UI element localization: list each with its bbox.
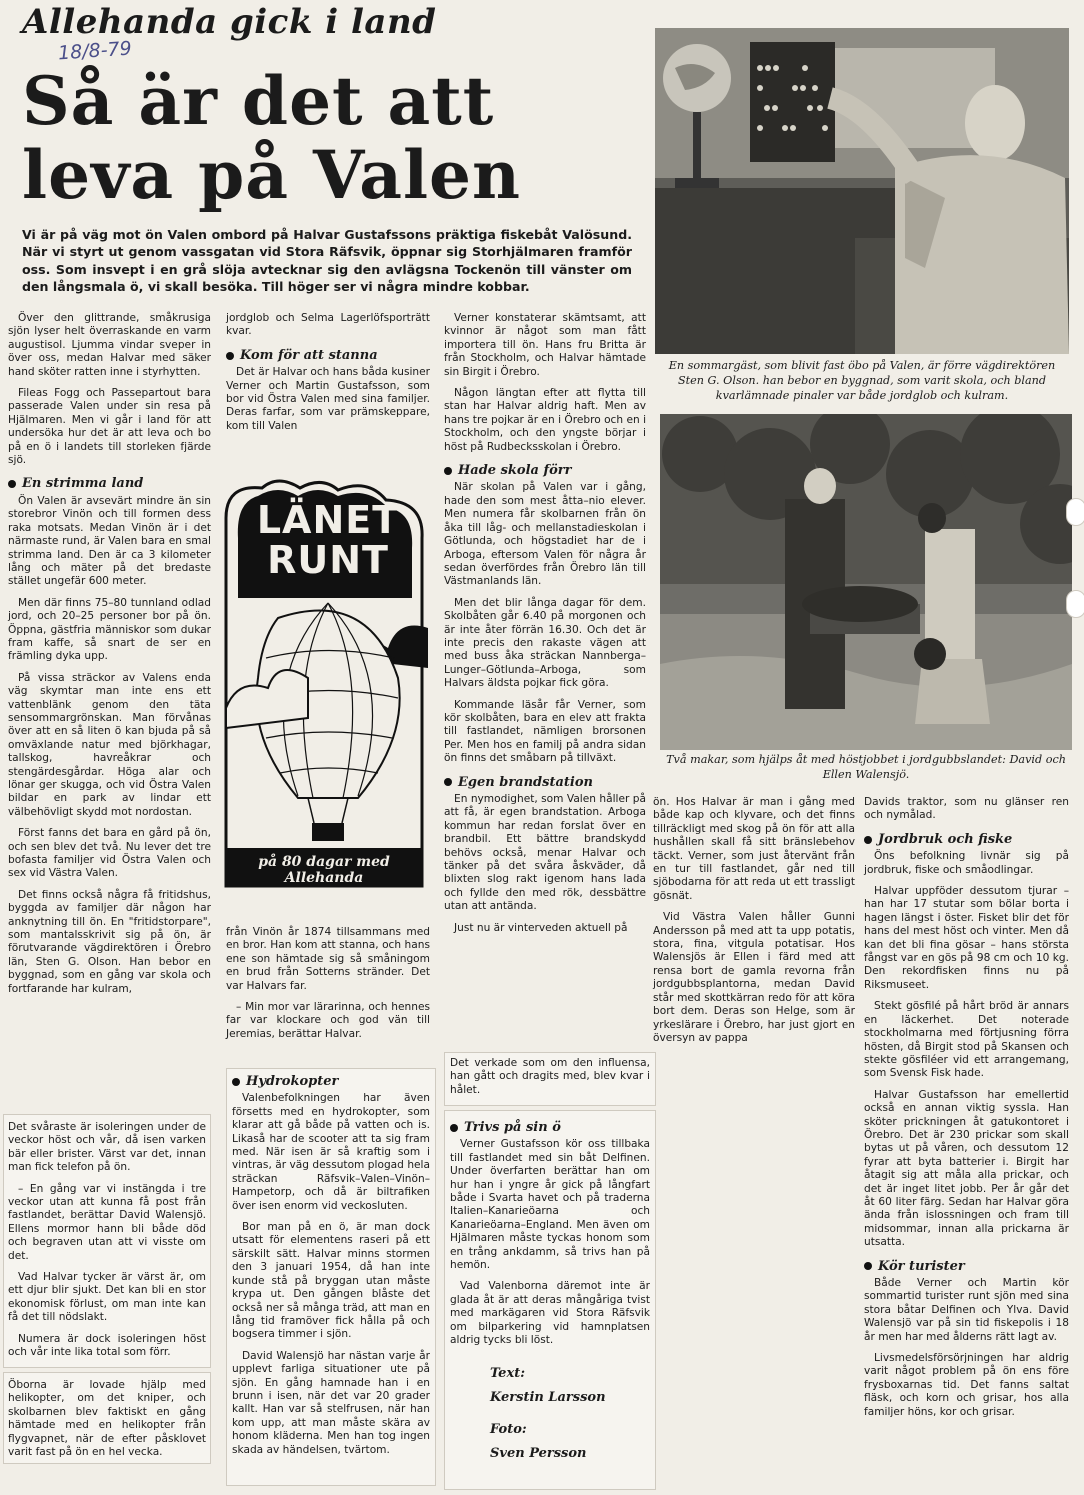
col2-paragraph: från Vinön år 1874 tillsammans med en bror. Han kom att stanna, och hans ene son hämtade sig så småningom en brud från Sotterns stränder. Det var Halvars far. <box>226 926 430 992</box>
subheading-text: Kör turister <box>878 1258 965 1274</box>
col5-paragraph: Öns befolkning livnär sig på jordbruk, fiske och småodlingar. <box>864 850 1069 876</box>
lanet-runt-logo <box>218 478 430 902</box>
subheading-text: En strimma land <box>22 476 144 492</box>
subheading-text: Hade skola förr <box>458 463 572 479</box>
col3-paragraph: Kommande läsår får Verner, som kör skolbåten, bara en elev att frakta till fastlandet, nämligen brorsonen Per. Men hos en familj på andra sidan ön finns det småbarn på tillväxt. <box>444 698 646 765</box>
subheading-egen-brandstation <box>444 776 646 789</box>
bullet-dot-icon <box>864 836 872 844</box>
clip3-paragraph: Valenbefolkningen har även försetts med en hydrokopter, som klarar att gå både på vatten och is. Likaså har de scooter att ta sig fram med. När isen är så kraftig som i vintras, är väg dessutom plogad hela sträckan Räfsvik–Valen–Vinön–Hampetorp, och då är biltrafiken över isen enorm vid veckosluten. <box>232 1092 430 1212</box>
bullet-dot-icon <box>226 352 234 360</box>
clip5-paragraph: Verner Gustafsson kör oss tillbaka till fastlandet med sin båt Delfinen. Under överfarten berättar han om hur han i yngre år gick på långfart både i Svarta havet och på traderna Italien–Kanarieöarna och Kanarieöarna–England. Men även om Hjälmaren måste tyckas honom som en trång ankdamm, så trivs han på hemön. <box>450 1138 650 1272</box>
col3-paragraph: Verner konstaterar skämtsamt, att kvinnor är något som man fått importera till ön. Hans fru Britta är från Stockholm, och Halvar hämtade sin Birgit i Örebro. <box>444 312 646 378</box>
photo-man-with-abacus <box>655 28 1069 354</box>
subheading-text: Kom för att stanna <box>240 347 378 363</box>
handwritten-date: 18/8-79 <box>57 37 133 65</box>
subheading-kor-turister <box>864 1260 1069 1273</box>
pasted-clipping-hydrokopter <box>226 1068 436 1486</box>
article-column-2-bottom <box>226 926 430 1049</box>
headline-line-1: Så är det att <box>22 62 495 140</box>
col1-paragraph: Först fanns det bara en gård på ön, och sen blev det två. Nu lever det tre bofasta familjer vid Östra Valen och sex vid Västra Valen. <box>8 827 211 880</box>
subheading-text: Egen brandstation <box>458 774 593 790</box>
clip3-paragraph: David Walensjö har nästan varje år upplevt farliga situationer ute på sjön. En gång hamnade han i en brunn i isen, när det var 20 grader kallt. Han var så stelfrusen, när han kom upp, att man måste skära av honom kläderna. Men han tog ingen skada av händelsen, tvärtom. <box>232 1349 430 1456</box>
subheading-text: Hydrokopter <box>246 1074 339 1089</box>
col4-paragraph: ön. Hos Halvar är man i gång med både kap och klyvare, och det finns tillräckligt med skog på ön för att alla hushållen skall få sitt bränslebehov täckt. Verner, som just återvänt från en tur till fastlandet, går ned till sjöbodarna för att reda ut ett trassligt gösnät. <box>653 796 855 902</box>
clip1-paragraph: Det svåraste är isoleringen under de veckor höst och vår, då isen varken bär eller brister. Värst var det, innan man fick telefon på ön. <box>8 1121 206 1174</box>
clip1-paragraph: Numera är dock isoleringen höst och vår inte lika total som förr. <box>8 1332 206 1359</box>
text-credit-author: Kerstin Larsson <box>490 1389 606 1405</box>
col5-paragraph: Både Verner och Martin kör sommartid turister runt sjön med sina stora båtar Delfinen och Ylva. David Walensjö var på sin tid fiskepolis i 18 år men har med ålderns rätt lagt av. <box>864 1277 1069 1343</box>
logo-title <box>248 500 408 580</box>
col1-paragraph: Fileas Fogg och Passepartout bara passerade Valen under sin resa på Hjälmaren. Men vi går i land för att undersöka hur det är att leva och bo på en ö i landets till storleken fjärde sjö. <box>8 387 211 467</box>
subheading-trivs-pa-sin-o <box>450 1121 650 1134</box>
bullet-dot-icon <box>232 1078 240 1086</box>
binder-hole-bottom <box>1066 590 1084 618</box>
col1-paragraph: Det finns också några få fritidshus, byggda av familjer där någon har anknytning till ön. En "fritidstorpare", som mantalsskrivit sig på ön, är förutvarande vägdirektören i Örebro län, Sten G. Olson. Han bebor en byggnad, som en gång var skola och fortfarande har kulram, <box>8 888 211 995</box>
col3-paragraph: Men det blir långa dagar för dem. Skolbåten går 6.40 på morgonen och är inte åter förrän 16.30. Och det är inte precis den rakaste vägen att med buss åka sträckan Nannberga–Lunger–Götlunda–Arboga, som Halvars äldsta pojkar fick göra. <box>444 596 646 690</box>
bullet-dot-icon <box>8 480 16 488</box>
col5-paragraph: Stekt gösfilé på hårt bröd är annars en läckerhet. Det noterade stockholmarna med förtjusning förra hösten, då Birgit stod på Skansen och stekte gösfiléer vid ett arrangemang, som Svensk Fisk hade. <box>864 1000 1069 1080</box>
photo-man-with-abacus-illustration <box>655 28 1069 354</box>
article-column-2-top <box>226 312 430 441</box>
bullet-dot-icon <box>864 1262 872 1270</box>
binder-hole-top <box>1066 498 1084 526</box>
article-column-1 <box>8 312 211 1004</box>
pasted-clipping-isolation <box>3 1114 211 1368</box>
col4-paragraph: Vid Västra Valen håller Gunni Andersson på med att ta upp potatis, stora, fina, vitgula potatisar. Hos Walensjös är Ellen i färd med att rensa bort de gamla revorna från jordgubbsplantorna, medan David står med skottkärran redo för att köra bort dem. Deras son Helge, som är yrkeslärare i Örebro, har just gjort en översyn av pappa <box>653 911 855 1044</box>
byline <box>490 1362 650 1466</box>
subheading-en-strimma-land <box>8 477 211 490</box>
text-credit-label: Text: <box>490 1365 526 1381</box>
top-photo-caption: En sommargäst, som blivit fast öbo på Valen, är förre vägdirektören Sten G. Olson. han bebor en byggnad, som varit skola, och bland kvarlämnade pinaler var både jordglob och kulram. <box>668 359 1056 402</box>
col3-paragraph: En nymodighet, som Valen håller på att få, är egen brandstation. Arboga kommun har redan forslat över en brandbil. Ett bättre brandskydd behövs också, menar Halvar och tänker på det svåra åskväder, då blixten slog rakt igenom hans lada och fyllde den med rök, dessbättre utan att antända. <box>444 793 646 913</box>
kicker-headline: Allehanda gick i land <box>22 2 437 42</box>
pasted-clipping-helicopter <box>3 1372 211 1464</box>
col2-paragraph: jordglob och Selma Lagerlöfsporträtt kvar. <box>226 312 430 338</box>
clip5-paragraph: Vad Valenborna däremot inte är glada åt är att deras mångåriga tvist med markägaren vid Stora Räfsvik om bilparkering vid hamnplatsen aldrig tycks bli löst. <box>450 1280 650 1347</box>
clip4-paragraph: Det verkade som om den influensa, han gått och dragits med, blev kvar i hålet. <box>450 1057 650 1096</box>
subheading-jordbruk-och-fiske <box>864 833 1069 846</box>
photo-couple-in-garden-illustration <box>660 414 1072 750</box>
article-column-5 <box>864 796 1069 1427</box>
logo-tagline: på 80 dagar med Allehanda <box>258 854 390 886</box>
main-headline <box>22 64 642 212</box>
bullet-dot-icon <box>444 467 452 475</box>
col1-paragraph: Över den glittrande, småkrusiga sjön lyser helt överraskande en varm augustisol. Ljumma vindar sveper in över oss, medan Halvar med säker hand sköter ratten inne i styrhytten. <box>8 312 211 378</box>
col5-paragraph: Livsmedelsförsörjningen har aldrig varit något problem på ön ens före frysboxarnas tid. Det fanns saltat fläsk, och korn och grisar, hos alla familjer höns, kor och grisar. <box>864 1352 1069 1418</box>
bullet-dot-icon <box>444 778 452 786</box>
article-column-3 <box>444 312 646 943</box>
col5-paragraph: Halvar uppföder dessutom tjurar – han har 17 stutar som bölar borta i hagen längst i öster. Fisket blir det för hans del mest höst och vinter. Men då kan det bli fina gösar – hans största fångst var en gös på 98 cm och 10 kg. Den rekordfisken finns nu på Riksmuseet. <box>864 885 1069 991</box>
subheading-text: Trivs på sin ö <box>464 1120 561 1135</box>
pasted-clipping-trivs-pa-sin-o <box>444 1110 656 1490</box>
photo-couple-in-garden <box>660 414 1072 750</box>
clip1-paragraph: Vad Halvar tycker är värst är, om ett djur blir sjukt. Det kan bli en stor ekonomisk förlust, om man inte kan få det till nödslakt. <box>8 1271 206 1324</box>
col2-paragraph: Det är Halvar och hans båda kusiner Verner och Martin Gustafsson, som bor vid Östra Valen med sina familjer. Deras farfar, som var prämskeppare, kom till Valen <box>226 366 430 432</box>
clip1-paragraph: – En gång var vi instängda i tre veckor utan att kunna få post från fastlandet, berättar David Walensjö. Ellens mormor hann bli både död och begraven utan att vi visste om det. <box>8 1182 206 1262</box>
logo-title-line-1: LÄNET <box>256 498 400 542</box>
col1-paragraph: Ön Valen är avsevärt mindre än sin storebror Vinön och till formen dess raka motsats. Medan Vinön är i det närmaste rund, är Valen bara en smal strimma land. Den är ca 3 kilometer lång och mäter på det bredaste stället ungefär 600 meter. <box>8 494 211 588</box>
subheading-hade-skola-forr <box>444 464 646 477</box>
logo-title-line-2: RUNT <box>267 538 389 582</box>
pasted-clipping-influensa <box>444 1052 656 1106</box>
headline-line-2: leva på Valen <box>22 136 522 214</box>
col2-paragraph: – Min mor var lärarinna, och hennes far var klockare och god vän till Jeremias, berättar Halvar. <box>226 1001 430 1040</box>
photo-credit-label: Foto: <box>490 1421 527 1437</box>
bottom-photo-caption: Två makar, som hjälps åt med höstjobbet i jordgubbslandet: David och Ellen Walensjö. <box>666 753 1066 781</box>
clip2-paragraph: Öborna är lovade hjälp med helikopter, om det kniper, och skolbarnen blev faktiskt en gång hämtade med en helikopter från flygvapnet, när de efter påsklovet varit fast på ön en hel vecka. <box>8 1379 206 1459</box>
subheading-kom-for-att-stanna <box>226 349 430 362</box>
subheading-text: Jordbruk och fiske <box>878 831 1013 847</box>
lead-paragraph: Vi är på väg mot ön Valen ombord på Halvar Gustafssons präktiga fiskebåt Valösund. När vi styrt ut genom vassgatan vid Stora Räfsvik, öppnar sig Storhjälmaren framför oss. Som insvept i en grå slöja avtecknar sig den avlägsna Tockenön till vänster om den långsmala ö, vi skall besöka. Till höger ser vi några mindre kobbar. <box>22 227 632 295</box>
col5-paragraph: Davids traktor, som nu glänser ren och nymålad. <box>864 796 1069 822</box>
col3-paragraph: Någon längtan efter att flytta till stan har Halvar aldrig haft. Men av hans tre pojkar är en i Örebro och en i Stockholm, och den yngste börjar i höst på Rudbecksskolan i Örebro. <box>444 387 647 453</box>
subheading-hydrokopter <box>232 1075 430 1088</box>
col3-paragraph: Just nu är vinterveden aktuell på <box>454 921 628 934</box>
bullet-dot-icon <box>450 1124 458 1132</box>
col1-paragraph: Men där finns 75–80 tunnland odlad jord, och 20–25 personer bor på ön. Öppna, gästfria människor som dukar fram kaffe, så snart de ser en främling dyka upp. <box>8 596 211 663</box>
col3-paragraph: När skolan på Valen var i gång, hade den som mest åtta–nio elever. Men numera får skolbarnen från ön åka till låg- och mellanstadieskolan i Götlunda, och högstadiet har de i Arboga, eftersom Valen för några år sedan överfördes från Örebro län till Västmanlands län. <box>444 481 646 588</box>
photo-credit-author: Sven Persson <box>490 1445 587 1461</box>
article-column-4 <box>653 796 855 1053</box>
clip3-paragraph: Bor man på en ö, är man dock utsatt för elementens raseri på ett särskilt sätt. Halvar minns stormen den 3 januari 1954, då han inte kunde stå på bryggan utan måste krypa ut. Den gången blåste det också ner så många träd, att man en lång tid framöver fick hålla på och bogsera timmer i sjön. <box>232 1221 430 1341</box>
col5-paragraph: Halvar Gustafsson har emellertid också en annan viktig syssla. Han sköter prickningen åt gatukontoret i Örebro. Det är 230 prickar som skall bytas ut på våren, och dessutom 12 fyrar att byta batterier i. Birgit har åtagit sig att måla alla prickar, och det är inget litet jobb. Per år går det åt 60 liter färg. Sedan har Halvar göra ända från islossningen och fram till midsommar, innan alla prickarna är utsatta. <box>864 1088 1069 1249</box>
col1-paragraph: På vissa sträckor av Valens enda väg skymtar man inte ens ett vattenblänk genom den täta sensommargrönskan. Man förvånas över att en så liten ö kan bjuda på så omväxlande natur med björkhagar, tallskog, havreåkrar och stengärdesgårdar. Höga alar och lönar ger skugga, och vid Östra Valen bildar en park av lindar ett välbehövligt skydd mot nordostan. <box>8 671 211 818</box>
